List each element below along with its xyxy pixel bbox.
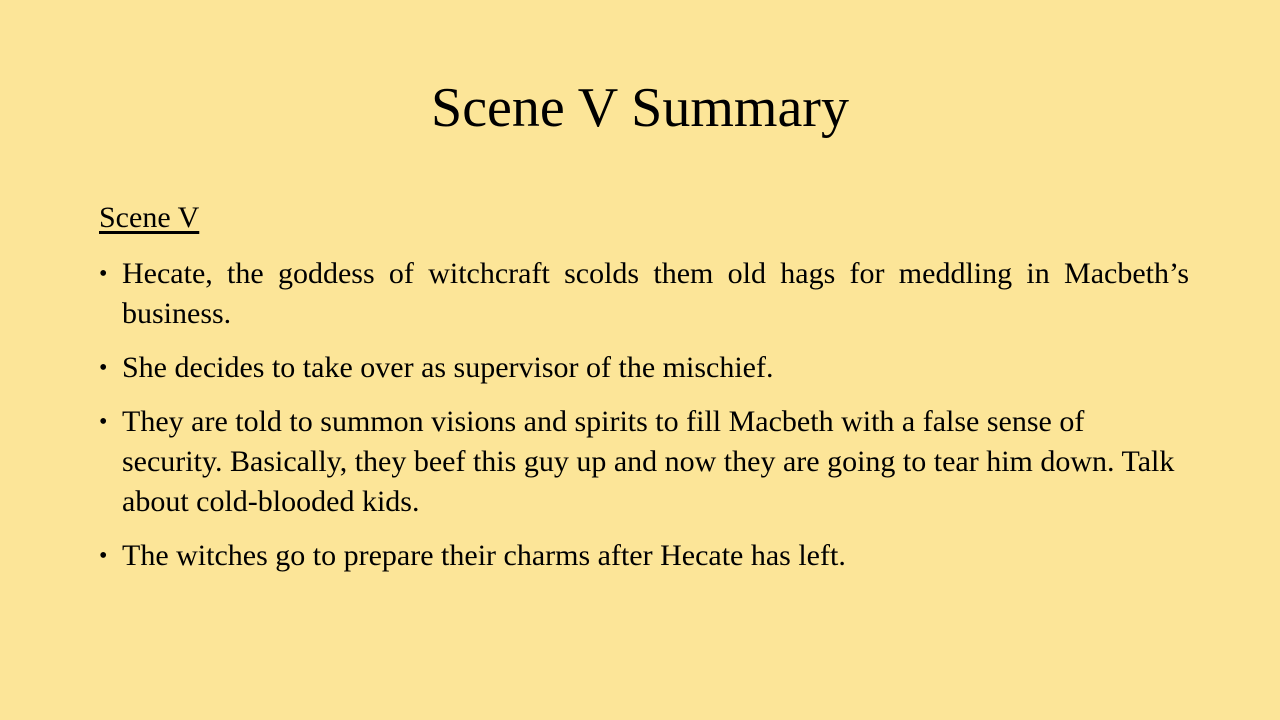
slide-body (99, 199, 1189, 590)
bullet-list (99, 254, 1189, 576)
slide-title: Scene V Summary (431, 77, 849, 139)
bullet-marker: • (99, 409, 108, 435)
bullet-marker: • (99, 543, 108, 569)
bullet-item (99, 536, 1189, 576)
bullet-text: They are told to summon visions and spirits to fill Macbeth with a false sense of security. Basically, they beef this guy up and now they are going to tear him down. Talk about cold-blooded kids. (122, 405, 1175, 518)
bullet-item (99, 402, 1189, 522)
bullet-text: The witches go to prepare their charms after Hecate has left. (122, 539, 846, 572)
section-heading: Scene V (99, 201, 200, 234)
bullet-item (99, 254, 1189, 334)
bullet-text: She decides to take over as supervisor of the mischief. (122, 351, 774, 384)
bullet-item (99, 348, 1189, 388)
bullet-marker: • (99, 261, 108, 287)
bullet-text: Hecate, the goddess of witchcraft scolds them old hags for meddling in Macbeth’s business. (122, 257, 1189, 330)
bullet-marker: • (99, 355, 108, 381)
